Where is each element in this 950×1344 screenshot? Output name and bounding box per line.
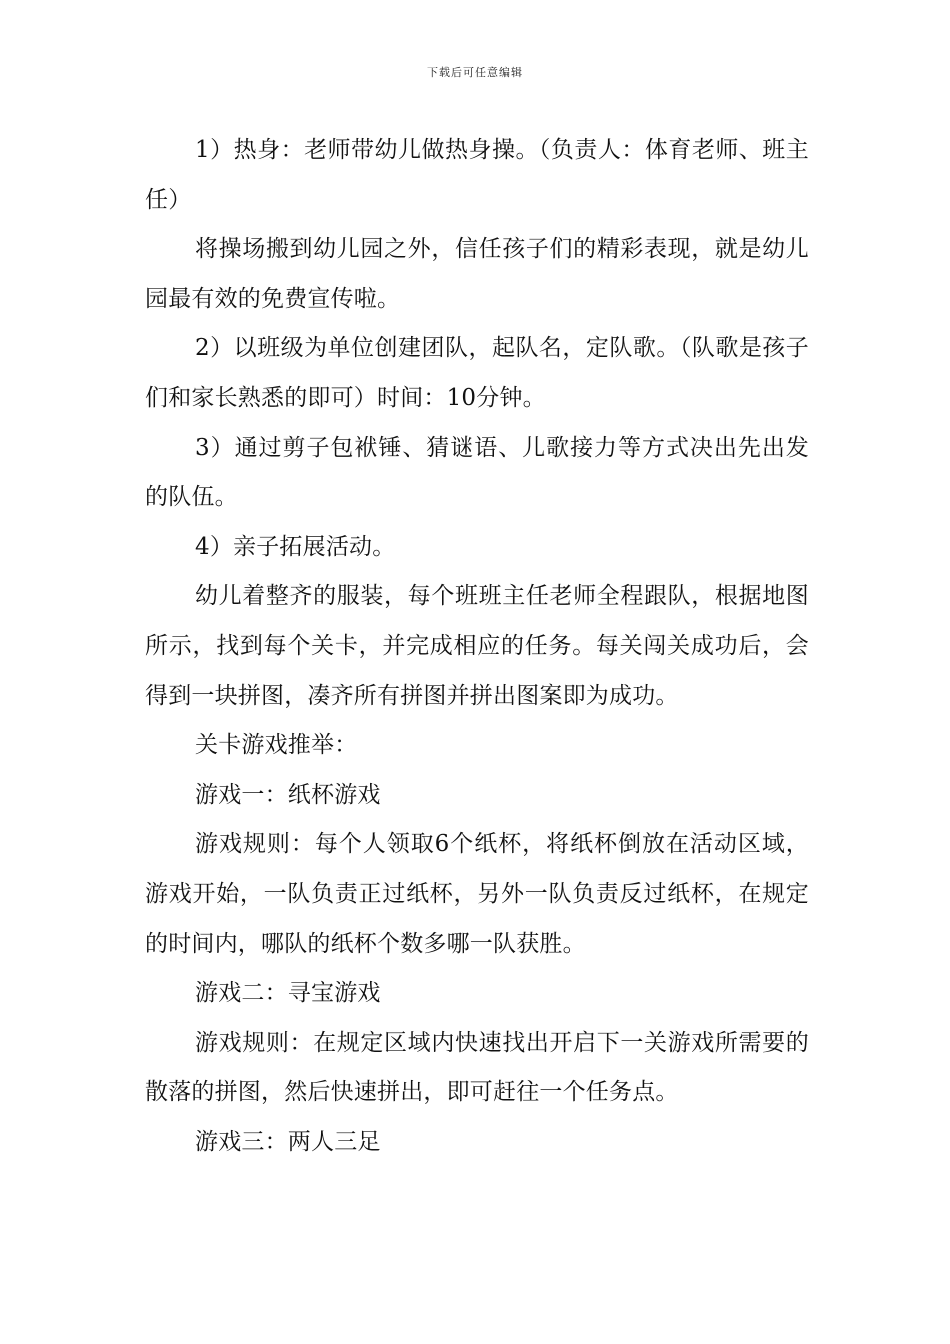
paragraph-game-two-title: 游戏二：寻宝游戏 [195, 980, 381, 1007]
paragraph-activity-description: 幼儿着整齐的服装，每个班班主任老师全程跟队，根据地图所示，找到每个关卡，并完成相应的任务。每关闯关成功后，会得到一块拼图，凑齐所有拼图并拼出图案即为成功。 [145, 583, 809, 709]
paragraph-departure-order: 3）通过剪子包袱锤、猜谜语、儿歌接力等方式决出先出发的队伍。 [145, 434, 809, 511]
paragraph-warmup: 1）热身：老师带幼儿做热身操。（负责人：体育老师、班主任） [145, 137, 809, 213]
paragraph-expansion-activity: 4）亲子拓展活动。 [195, 533, 396, 560]
page-header: 下载后可任意编辑 [427, 66, 523, 79]
paragraph-games-heading: 关卡游戏推举： [195, 732, 358, 759]
paragraph-game-three-title: 游戏三：两人三足 [195, 1128, 381, 1155]
paragraph-game-one-rules: 游戏规则：每个人领取6个纸杯，将纸杯倒放在活动区域，游戏开始，一队负责正过纸杯，另外一队负责反过纸杯，在规定的时间内，哪队的纸杯个数多哪一队获胜。 [145, 831, 809, 957]
document-body [145, 126, 809, 1167]
paragraph-team-building: 2）以班级为单位创建团队，起队名，定队歌。（队歌是孩子们和家长熟悉的即可）时间：10分钟。 [145, 335, 809, 411]
paragraph-publicity: 将操场搬到幼儿园之外，信任孩子们的精彩表现，就是幼儿园最有效的免费宣传啦。 [145, 236, 809, 312]
paragraph-game-one-title: 游戏一：纸杯游戏 [195, 781, 381, 808]
paragraph-game-two-rules: 游戏规则：在规定区域内快速找出开启下一关游戏所需要的散落的拼图，然后快速拼出，即可赶往一个任务点。 [145, 1029, 809, 1106]
